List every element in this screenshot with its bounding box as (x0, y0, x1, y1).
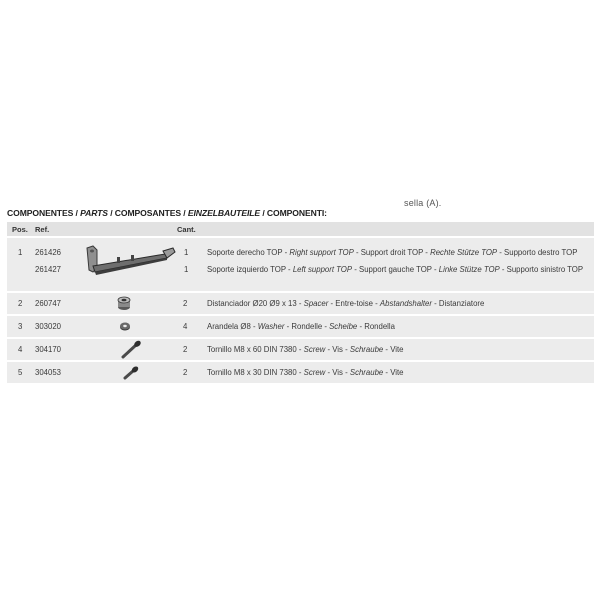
title-part-es: COMPONENTES / (7, 208, 81, 218)
row-description: Tornillo M8 x 30 DIN 7380 - Screw - Vis - Schraube - Vite (207, 368, 404, 377)
table-row (7, 293, 594, 314)
table-row (7, 316, 594, 337)
row-description: Distanciador Ø20 Ø9 x 13 - Spacer - Entre-toise - Abstandshalter - Distanziatore (207, 299, 485, 308)
row-ref: 261427 (35, 265, 62, 274)
components-section-title (7, 208, 327, 218)
row-ref: 261426 (35, 248, 62, 257)
row-description: Soporte derecho TOP - Right support TOP - Support droit TOP - Rechte Stütze TOP - Supporto destro TOP (207, 248, 578, 257)
header-ref: Ref. (35, 225, 50, 234)
row-pos: 1 (18, 248, 23, 257)
table-row (7, 362, 594, 383)
row-description: Soporte izquierdo TOP - Left support TOP - Support gauche TOP - Linke Stütze TOP - Supporto sinistro TOP (207, 265, 584, 274)
row-qty: 2 (183, 299, 188, 308)
title-part-fr: / COMPOSANTES / (107, 208, 188, 218)
row-description: Arandela Ø8 - Washer - Rondelle - Scheibe - Rondella (207, 322, 395, 331)
row-pos: 3 (18, 322, 23, 331)
spacer-icon (116, 296, 132, 311)
row-qty: 1 (184, 248, 189, 257)
table-header (7, 222, 594, 236)
table-row (7, 238, 594, 291)
title-part-it: / COMPONENTI: (260, 208, 327, 218)
row-qty: 2 (183, 368, 188, 377)
row-ref: 260747 (35, 299, 62, 308)
header-pos: Pos. (12, 225, 28, 234)
short-screw-icon (121, 365, 141, 381)
support-bracket-icon (83, 242, 179, 282)
row-qty: 1 (184, 265, 189, 274)
table-row (7, 339, 594, 360)
row-pos: 5 (18, 368, 23, 377)
row-pos: 4 (18, 345, 23, 354)
long-screw-icon (119, 340, 143, 360)
title-part-en: PARTS (80, 208, 108, 218)
row-ref: 304170 (35, 345, 62, 354)
row-pos: 2 (18, 299, 23, 308)
row-description: Tornillo M8 x 60 DIN 7380 - Screw - Vis - Schraube - Vite (207, 345, 404, 354)
row-ref: 304053 (35, 368, 62, 377)
components-table (7, 222, 594, 383)
washer-icon (119, 321, 131, 331)
header-qty: Cant. (177, 225, 196, 234)
row-ref: 303020 (35, 322, 62, 331)
row-qty: 4 (183, 322, 188, 331)
row-qty: 2 (183, 345, 188, 354)
cut-off-text-fragment: sella (A). (404, 198, 442, 208)
title-part-de: EINZELBAUTEILE (187, 208, 261, 218)
